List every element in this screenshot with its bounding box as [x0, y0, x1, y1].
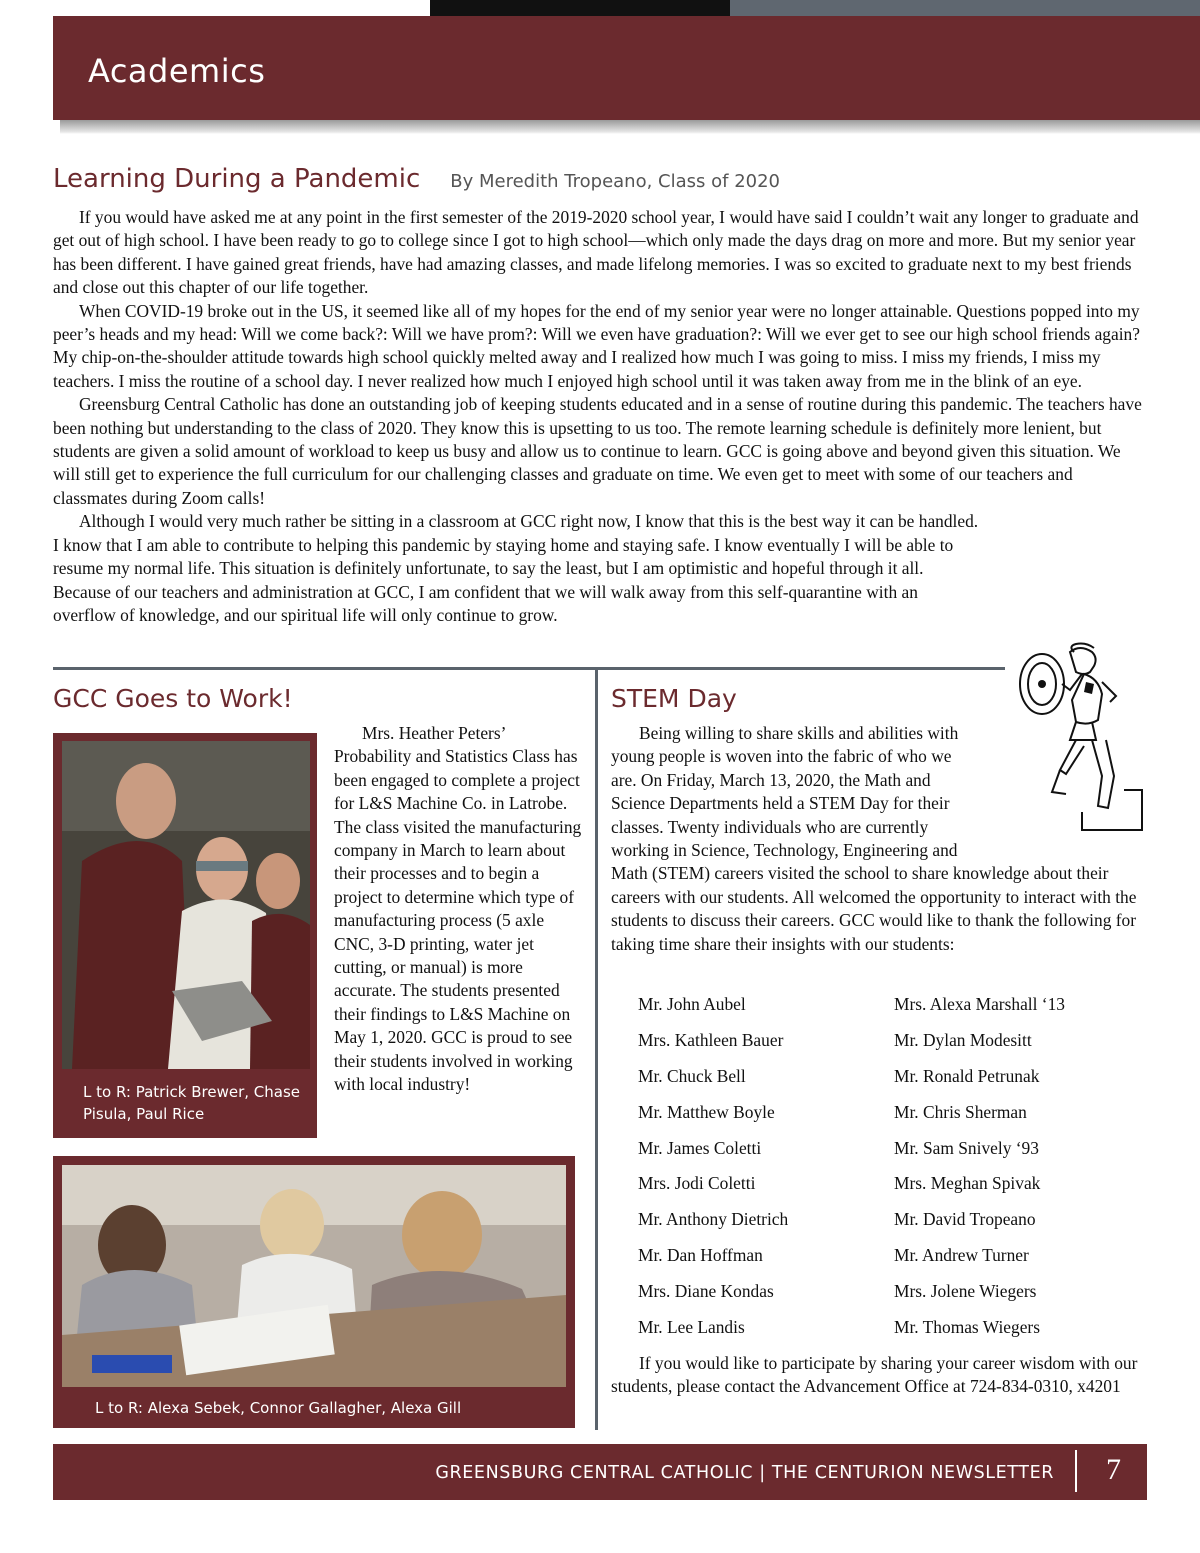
article-paragraph: If you would have asked me at any point in the first semester of the 2019-2020 school year, I would have said I couldn’t wait any longer to graduate and get out of high school. I have been ready to go to college since I got to high school—which only made the days drag on more and more. But my senior year has been different. I have gained great friends, have had amazing classes, and made lifelong memories. I was so excited to graduate next to my best friends and close out this chapter of our life together. — [53, 207, 1139, 298]
article-title: Learning During a Pandemic — [53, 164, 421, 194]
volunteer-name: Mrs. Jolene Wiegers — [894, 1281, 1037, 1302]
volunteer-name: Mr. Lee Landis — [638, 1317, 745, 1338]
work-body — [334, 722, 584, 1097]
volunteer-name: Mrs. Meghan Spivak — [894, 1173, 1041, 1194]
header-accent-black — [430, 0, 730, 16]
photo-caption-2: L to R: Alexa Sebek, Connor Gallagher, Alexa Gill — [95, 1399, 462, 1417]
volunteer-name: Mr. Thomas Wiegers — [894, 1317, 1040, 1338]
volunteer-name: Mr. Chuck Bell — [638, 1065, 746, 1086]
article-body — [53, 206, 1149, 627]
header-shadow — [60, 120, 1200, 134]
photo-frame-students-at-table — [53, 1156, 575, 1428]
volunteer-name: Mr. Dylan Modesitt — [894, 1029, 1032, 1050]
photo-students-at-table-graphic — [62, 1165, 566, 1387]
volunteer-name: Mrs. Diane Kondas — [638, 1281, 774, 1302]
volunteer-name: Mr. David Tropeano — [894, 1209, 1036, 1230]
footer-publication-name: GREENSBURG CENTRAL CATHOLIC | THE CENTURION NEWSLETTER — [435, 1463, 1054, 1483]
stem-closing-paragraph: If you would like to participate by sharing your career wisdom with our students, please contact the Advancement Office at 724-834-0310, x4201 — [611, 1353, 1138, 1397]
page-number: 7 — [1106, 1453, 1121, 1486]
mascot-wrap-spacer — [971, 722, 1139, 862]
work-section-title: GCC Goes to Work! — [53, 684, 293, 713]
column-divider-vertical — [595, 670, 598, 1430]
volunteer-name: Mr. Matthew Boyle — [638, 1101, 775, 1122]
stem-closing — [611, 1352, 1141, 1399]
volunteer-name: Mr. Andrew Turner — [894, 1245, 1029, 1266]
stem-section-title: STEM Day — [611, 684, 737, 713]
volunteer-name: Mr. Chris Sherman — [894, 1101, 1027, 1122]
section-divider-horizontal — [53, 667, 1005, 670]
volunteer-name: Mrs. Alexa Marshall ‘13 — [894, 994, 1065, 1014]
volunteer-name: Mr. Anthony Dietrich — [638, 1209, 789, 1230]
work-paragraph: Mrs. Heather Peters’ Probability and Statistics Class has been engaged to complete a project for L&S Machine Co. in Latrobe. The class visited the manufacturing company in March to learn about their processes and to begin a project to determine which type of manufacturing process (5 axle CNC, 3-D printing, water jet cutting, or manual) is more accurate. The students presented their findings to L&S Machine on May 1, 2020. GCC is proud to see their students involved in working with local industry! — [334, 723, 582, 1095]
stem-paragraph: Being willing to share skills and abilities with young people is woven into the fabric of who we are. On Friday, March 13, 2020, the Math and Science Departments held a STEM Day for their classes. Twenty individuals who are currently working in Science, Technology, Engineering and Math (STEM) careers visited the school to share knowledge about their careers with our students. All welcomed the opportunity to interact with the students to discuss their careers. GCC would like to thank the following for taking time share their insights with our students: — [611, 723, 1137, 954]
photo-students-at-table — [62, 1165, 566, 1387]
stem-body — [611, 722, 1139, 956]
photo-frame-students-machine-shop — [53, 733, 317, 1138]
article-paragraph: When COVID-19 broke out in the US, it seemed like all of my hopes for the end of my senior year were no longer attainable. Questions popped into my peer’s heads and my head: Will we come back?: Will we have prom?: Will we even have graduation?: Will we ever get to see our high school friends again? My chip-on-the-shoulder attitude towards high school quickly melted away and I realized how much I was going to miss. I miss my friends, I miss my teachers. I miss the routine of a school day. I never realized how much I enjoyed high school until it was taken away from me in the blink of an eye. — [53, 300, 1140, 391]
volunteer-name: Mr. James Coletti — [638, 1137, 762, 1158]
volunteer-name: Mr. John Aubel — [638, 994, 746, 1014]
footer-band — [53, 1444, 1147, 1500]
article-paragraph: Greensburg Central Catholic has done an outstanding job of keeping students educated and in a sense of routine during this pandemic. The teachers have been nothing but understanding to the class of 2020. They know this is upsetting to us too. The remote learning schedule is definitely more lenient, but students are given a solid amount of workload to keep us busy and allow us to continue to learn. GCC is going above and beyond given this situation. We will still get to experience the full curriculum for our challenging classes and graduate on time. We even get to meet with some of our teachers and classmates during Zoom calls! — [53, 394, 1142, 508]
photo-caption-1: L to R: Patrick Brewer, Chase Pisula, Paul Rice — [83, 1083, 300, 1123]
article-title-row — [53, 164, 780, 194]
volunteer-name: Mr. Sam Snively ‘93 — [894, 1137, 1039, 1158]
volunteer-name: Mr. Ronald Petrunak — [894, 1065, 1040, 1086]
stem-volunteer-names — [638, 993, 1138, 1352]
article-byline: By Meredith Tropeano, Class of 2020 — [450, 171, 781, 192]
article-paragraph: Although I would very much rather be sitting in a classroom at GCC right now, I know that this is the best way it can be handled. I know that I am able to contribute to helping this pandemic by staying home and staying safe. I know eventually I will be able to resume my normal life. This situation is definitely unfortunate, to say the least, but I am optimistic and hopeful through it all. Because of our teachers and administration at GCC, I am confident that we will walk away from this self-quarantine with an overflow of knowledge, and our spiritual life will only continue to grow. — [53, 511, 979, 625]
volunteer-name: Mr. Dan Hoffman — [638, 1245, 763, 1266]
volunteer-name: Mrs. Jodi Coletti — [638, 1173, 756, 1194]
photo-students-machine-shop — [62, 741, 310, 1069]
volunteer-name: Mrs. Kathleen Bauer — [638, 1029, 784, 1050]
footer-separator — [1075, 1450, 1077, 1492]
section-title: Academics — [88, 52, 266, 90]
photo-students-machine-shop-graphic — [62, 741, 310, 1069]
